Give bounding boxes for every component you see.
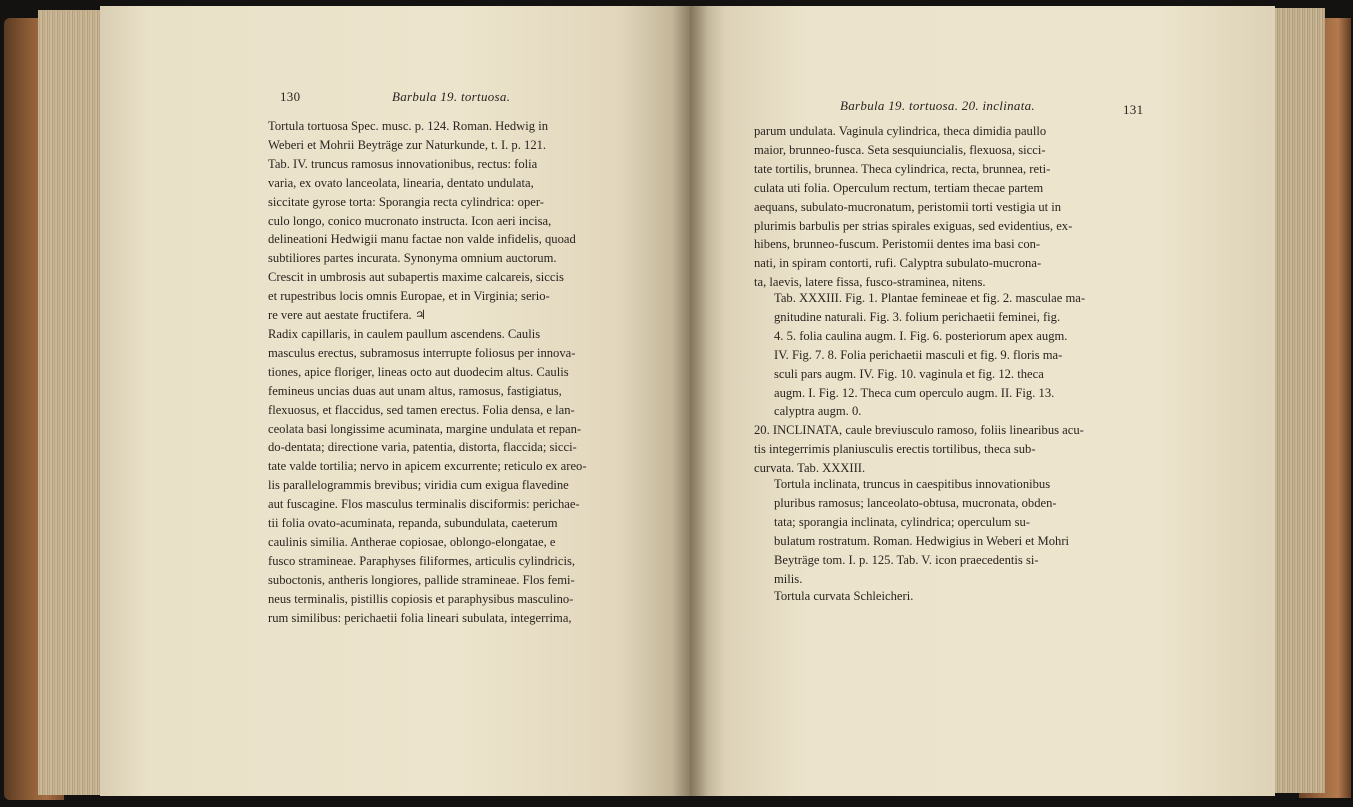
text-line: rum similibus: perichaetii folia lineari subulata, integerrima, [268,610,572,625]
text-line: re vere aut aestate fructifera. ♃ [268,308,427,323]
text-line: calyptra augm. 0. [774,404,862,419]
book-gutter [672,6,708,796]
text-line: fusco stramineae. Paraphyses filiformes, articulis cylindricis, [268,553,576,568]
right-synonym-text [774,475,1132,588]
text-line: IV. Fig. 7. 8. Folia perichaetii masculi et fig. 9. floris ma- [774,347,1063,362]
text-line: bulatum rostratum. Roman. Hedwigius in Weberi et Mohri [774,533,1070,548]
text-line: Tab. IV. truncus ramosus innovationibus, rectus: folia [268,156,538,171]
text-line: ta, laevis, latere fissa, fusco-straminea, nitens. [754,275,986,290]
text-line: hibens, brunneo-fuscum. Peristomii dentes ima basi con- [754,237,1041,252]
text-line: caulinis similia. Antherae copiosae, oblongo-elongatae, e [268,534,556,549]
right-page-number: 131 [1123,102,1144,117]
text-line: suboctonis, antheris longiores, pallide stramineae. Flos femi- [268,572,575,587]
text-line: Crescit in umbrosis aut subapertis maxime calcareis, siccis [268,270,564,285]
text-line: subtiliores partes incurata. Synonyma omnium auctorum. [268,251,557,266]
text-line: et rupestribus locis omnis Europae, et in Virginia; serio- [268,289,550,304]
left-body-text [268,117,638,627]
text-line: tis integerrimis planiusculis erectis tortilibus, theca sub- [754,441,1036,456]
text-line: Tortula inclinata, truncus in caespitibus innovationibus [774,477,1051,491]
text-line: aequans, subulato-mucronatum, peristomii torti vestigia ut in [754,199,1062,214]
left-page [100,6,690,796]
text-line: siccitate gyrose torta: Sporangia recta cylindrica: oper- [268,194,544,209]
text-line: Tortula tortuosa Spec. musc. p. 124. Roman. Hedwig in [268,119,548,133]
text-line: tate tortilis, brunnea. Theca cylindrica, recta, brunnea, reti- [754,161,1051,176]
text-line: ceolata basi longissime acuminata, margine undulata et repan- [268,421,582,436]
text-line: maior, brunneo-fusca. Seta sesquiuncialis, flexuosa, sicci- [754,142,1046,157]
left-page-number: 130 [280,89,301,104]
text-line: masculus erectus, subramosus interrupte foliosus per innova- [268,345,576,360]
text-line: curvata. Tab. XXXIII. [754,460,866,475]
right-running-head: Barbula 19. tortuosa. 20. inclinata. [840,98,1035,113]
text-line: Radix capillaris, in caulem paullum ascendens. Caulis [268,326,541,341]
text-line: Tab. XXXIII. Fig. 1. Plantae femineae et fig. 2. masculae ma- [774,291,1086,305]
text-line: Weberi et Mohrii Beyträge zur Naturkunde, t. I. p. 121. [268,137,547,152]
text-line: aut fuscagine. Flos masculus terminalis disciformis: perichae- [268,497,580,512]
text-line: neus terminalis, pistillis copiosis et paraphysibus masculino- [268,591,574,606]
text-line: 4. 5. folia caulina augm. I. Fig. 6. posteriorum apex augm. [774,328,1068,343]
text-line: tata; sporangia inclinata, cylindrica; operculum su- [774,514,1030,529]
right-species-heading [754,421,1132,478]
text-line: tate valde tortilia; nervo in apicem excurrente; reticulo ex areo- [268,459,587,474]
text-line: 20. INCLINATA, caule breviusculo ramoso, foliis linearibus acu- [754,423,1084,437]
right-tab-legend [774,289,1132,421]
text-line: plurimis barbulis per strias spirales exiguas, sed evidentius, ex- [754,218,1073,233]
left-running-head: Barbula 19. tortuosa. [392,89,511,104]
right-body-text [754,122,1132,292]
right-last-line: Tortula curvata Schleicheri. [774,589,914,603]
text-line: pluribus ramosus; lanceolato-obtusa, mucronata, obden- [774,495,1057,510]
text-line: tiones, apice floriger, lineas octo aut duodecim altus. Caulis [268,364,569,379]
text-line: Beyträge tom. I. p. 125. Tab. V. icon praecedentis si- [774,552,1039,567]
text-line: femineus uncias duas aut unam altus, ramosus, fastigiatus, [268,383,562,398]
text-line: lis parallelogrammis brevibus; viridia cum exigua flavedine [268,478,569,493]
text-line: gnitudine naturali. Fig. 3. folium perichaetii feminei, fig. [774,309,1061,324]
right-page [690,6,1275,796]
text-line: varia, ex ovato lanceolata, linearia, dentato undulata, [268,175,534,190]
text-line: culo longo, conico mucronato instructa. Icon aeri incisa, [268,213,552,228]
text-line: tii folia ovato-acuminata, repanda, subundulata, caeterum [268,516,558,531]
text-line: delineationi Hedwigii manu factae non valde infidelis, quoad [268,232,576,247]
text-line: do-dentata; directione varia, patentia, distorta, flaccida; sicci- [268,440,577,455]
text-line: parum undulata. Vaginula cylindrica, theca dimidia paullo [754,124,1047,138]
text-line: milis. [774,571,803,586]
text-line: augm. I. Fig. 12. Theca cum operculo augm. II. Fig. 13. [774,385,1055,400]
text-line: nati, in spiram contorti, rufi. Calyptra subulato-mucrona- [754,256,1042,271]
text-line: flexuosus, et flaccidus, sed tamen erectus. Folia densa, e lan- [268,402,575,417]
text-line: sculi pars augm. IV. Fig. 10. vaginula et fig. 12. theca [774,366,1044,381]
text-line: culata uti folia. Operculum rectum, tertiam thecae partem [754,180,1044,195]
